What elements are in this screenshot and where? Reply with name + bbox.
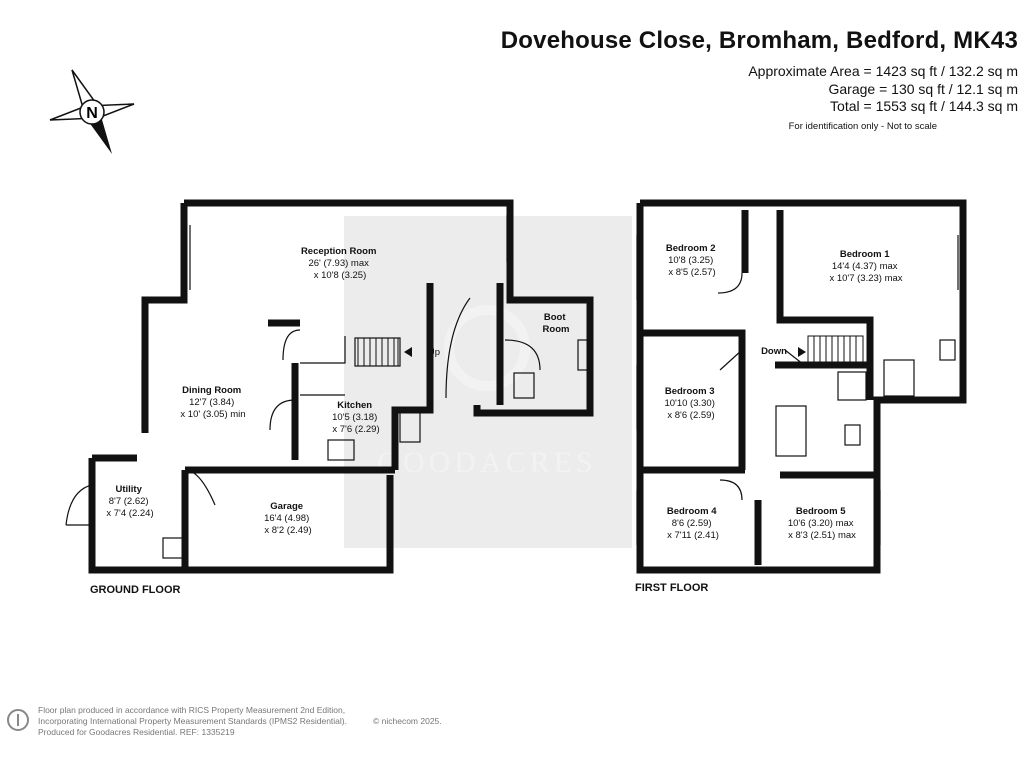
bedroom-2-label: Bedroom 2 10'8 (3.25) x 8'5 (2.57) <box>665 243 716 278</box>
footer-copyright: © nichecom 2025. <box>373 716 442 726</box>
bedroom-5-label: Bedroom 5 10'6 (3.20) max x 8'3 (2.51) max <box>787 506 856 541</box>
compass-icon <box>50 70 134 154</box>
boot-room-label: Boot Room <box>542 312 570 335</box>
kitchen-label: Kitchen 10'5 (3.18) x 7'6 (2.29) <box>332 400 380 435</box>
watermark-text: GOODACRES <box>377 446 597 479</box>
first-floor-label: FIRST FLOOR <box>635 582 709 594</box>
garage-label: Garage 16'4 (4.98) x 8'2 (2.49) <box>264 501 312 536</box>
stairs-up-arrow-icon <box>404 347 412 357</box>
bedroom-1-label: Bedroom 1 14'4 (4.37) max x 10'7 (3.23) max <box>829 249 903 284</box>
stairs-down-label: Down <box>761 346 787 357</box>
compass-letter: N <box>86 105 98 122</box>
stairs-down-arrow-icon <box>798 347 806 357</box>
reception-room-label: Reception Room 26' (7.93) max x 10'8 (3.25) <box>300 246 377 281</box>
ground-floor-stairs <box>358 338 398 366</box>
watermark-logo <box>377 310 596 479</box>
nichecom-logo-icon <box>6 706 30 734</box>
footer-line-3: Produced for Goodacres Residential. REF: 1335219 <box>38 727 235 737</box>
footer-line-1: Floor plan produced in accordance with RICS Property Measurement 2nd Edition, <box>38 705 346 715</box>
bedroom-3-label: Bedroom 3 10'10 (3.30) x 8'6 (2.59) <box>664 386 715 421</box>
stairs-up-label: Up <box>427 347 441 358</box>
garage-area: Garage = 130 sq ft / 12.1 sq m <box>828 80 1018 97</box>
footer-line-2: Incorporating International Property Measurement Standards (IPMS2 Residential). <box>38 716 347 726</box>
utility-label: Utility 8'7 (2.62) x 7'4 (2.24) <box>106 484 154 519</box>
bedroom-4-label: Bedroom 4 8'6 (2.59) x 7'11 (2.41) <box>666 506 719 541</box>
scale-note: For identification only - Not to scale <box>788 121 937 132</box>
approx-area: Approximate Area = 1423 sq ft / 132.2 sq m <box>748 63 1018 79</box>
ground-floor-label: GROUND FLOOR <box>90 584 181 596</box>
property-title: Dovehouse Close, Bromham, Bedford, MK43 <box>500 27 1018 54</box>
total-area: Total = 1553 sq ft / 144.3 sq m <box>830 98 1018 114</box>
footer-notes <box>38 705 442 738</box>
dining-room-label: Dining Room 12'7 (3.84) x 10' (3.05) min <box>180 385 246 420</box>
